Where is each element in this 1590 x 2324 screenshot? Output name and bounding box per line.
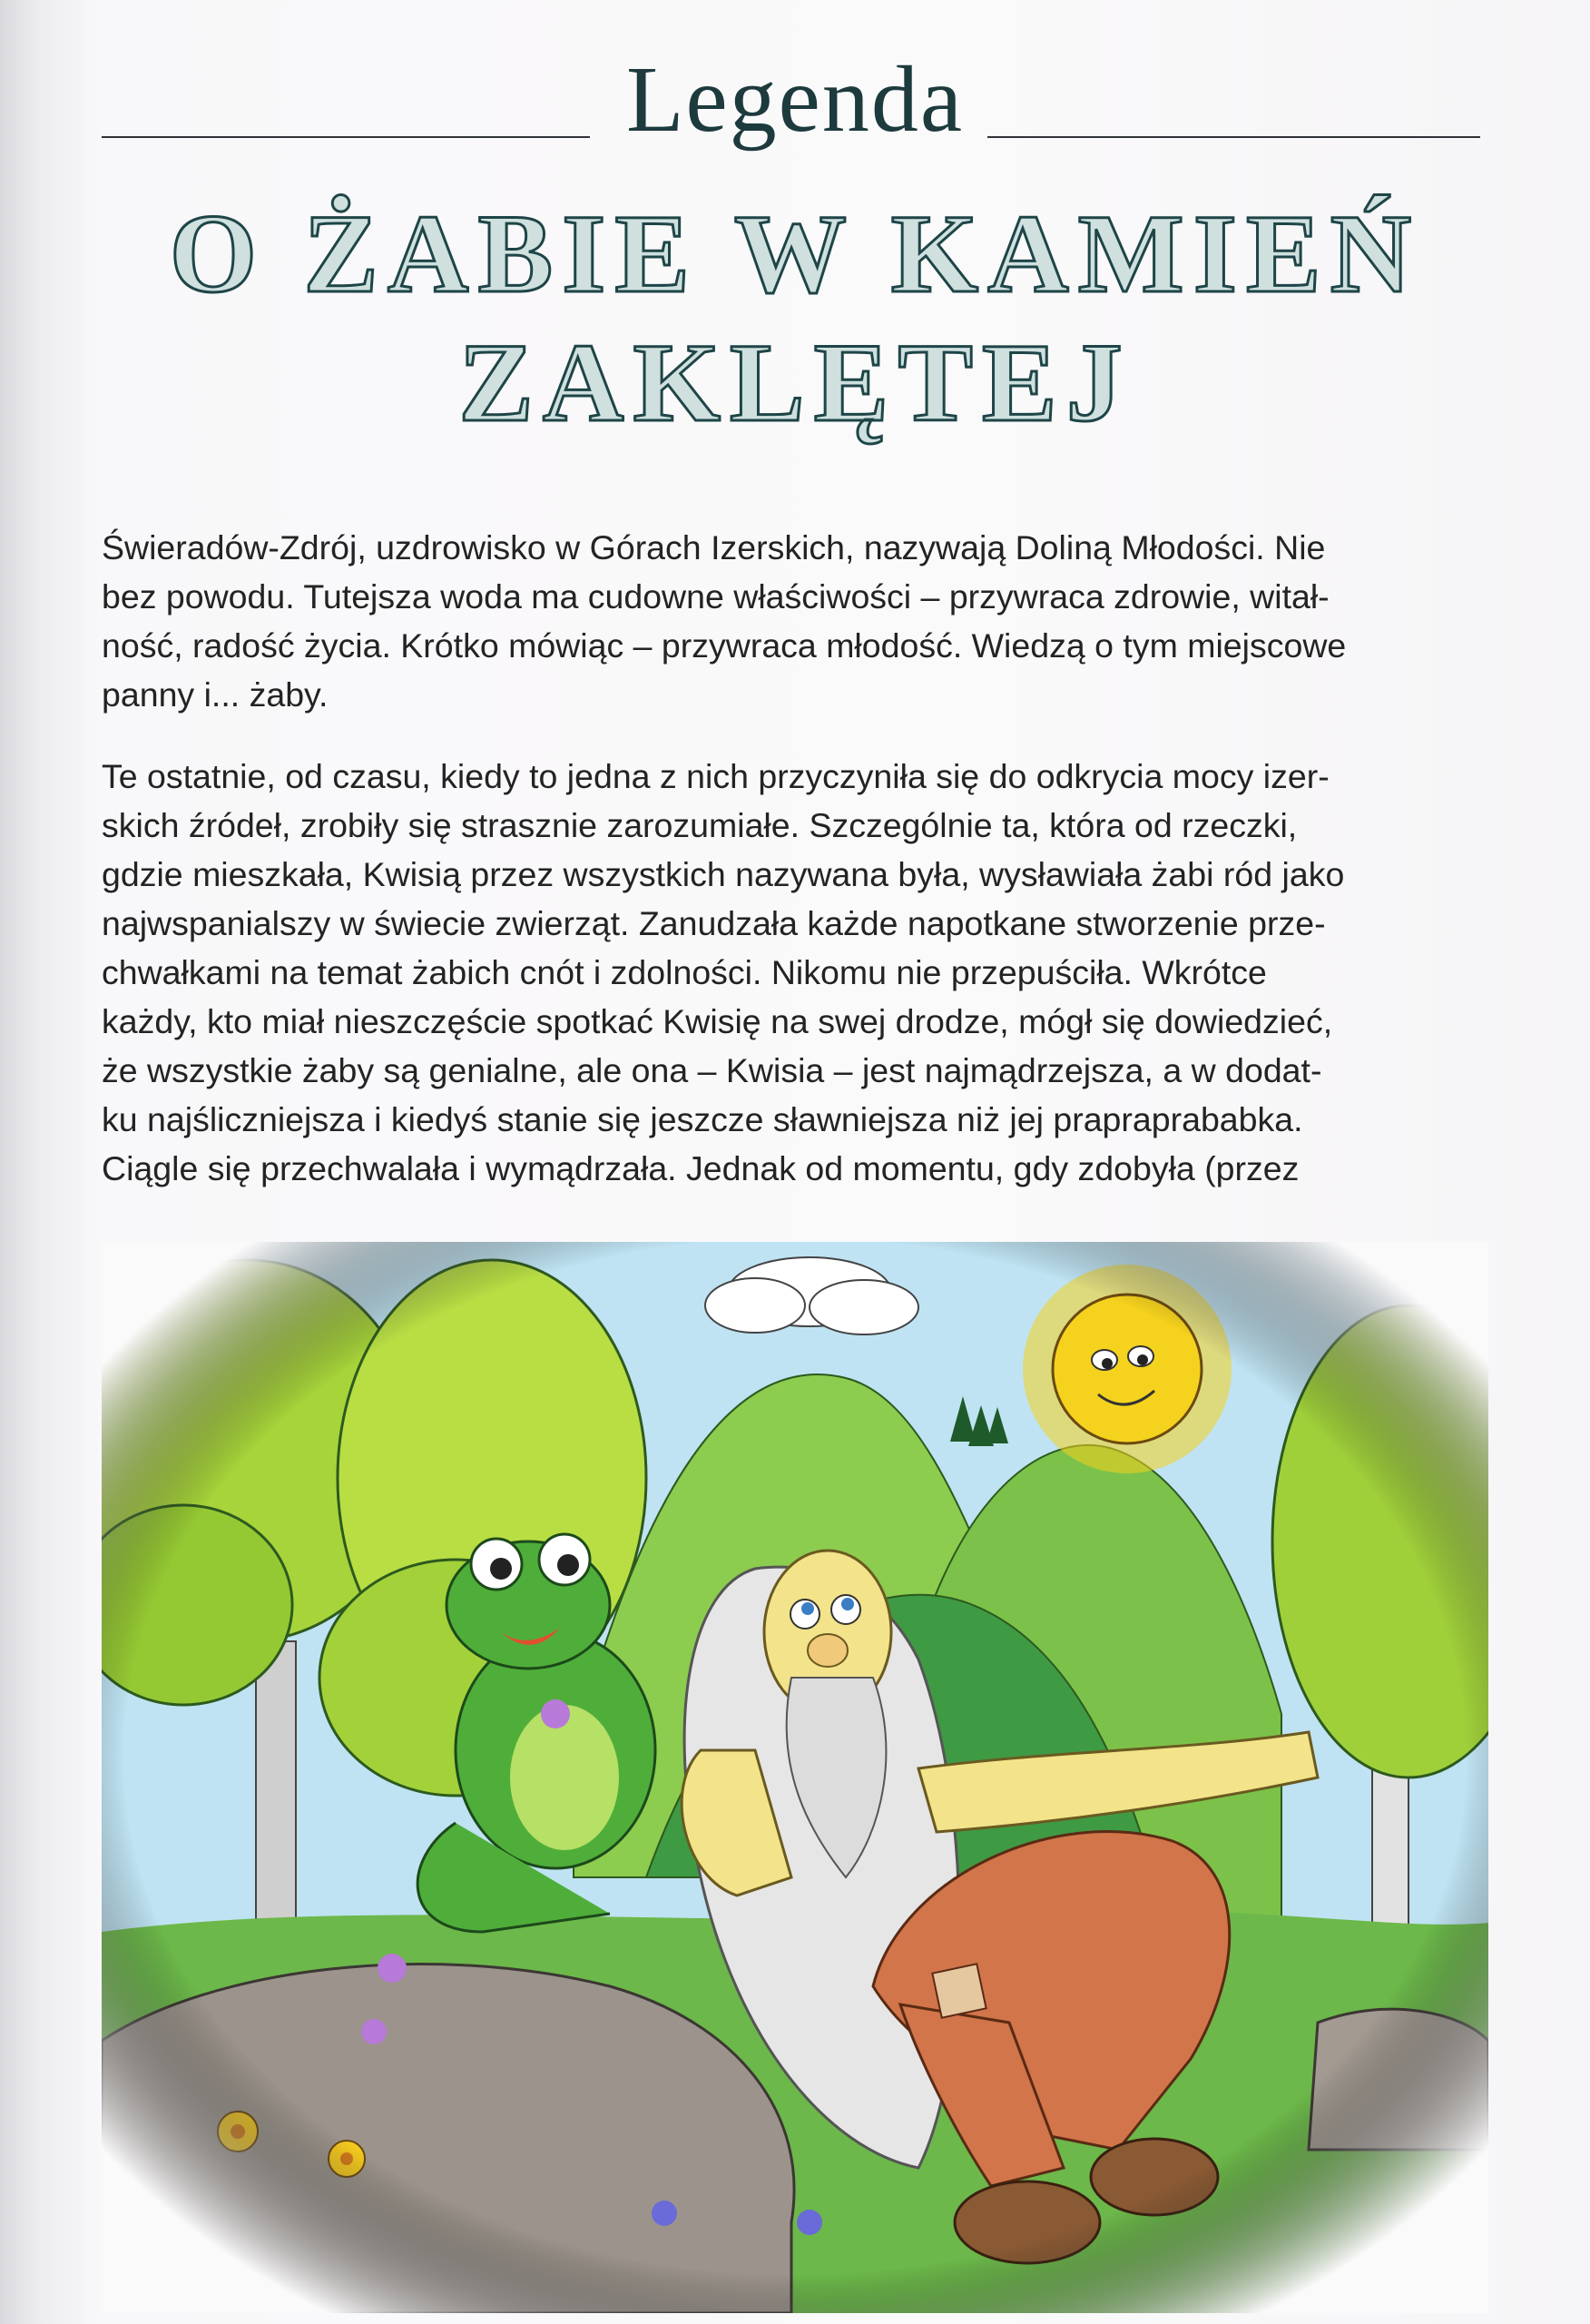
- paragraph-line: najwspanialszy w świecie zwierząt. Zanudzała każde napotkane stworzenie prze-: [102, 904, 1326, 942]
- paragraph-line: ku najśliczniejsza i kiedyś stanie się jeszcze sławniejsza niż jej prapraprababka.: [102, 1100, 1303, 1138]
- paragraph-line: Ciągle się przechwalała i wymądrzała. Jednak od momentu, gdy zdobyła (przez: [102, 1149, 1300, 1187]
- story-illustration: [102, 1242, 1488, 2313]
- paragraph-line: ność, radość życia. Krótko mówiąc – przywraca młodość. Wiedzą o tym miejscowe: [102, 626, 1347, 665]
- paragraph-2: [102, 752, 1481, 1193]
- paragraph-line: chwałkami na temat żabich cnót i zdolności. Nikomu nie przepuściła. Wkrótce: [102, 953, 1267, 991]
- paragraph-line: bez powodu. Tutejsza woda ma cudowne właściwości – przywraca zdrowie, witał-: [102, 577, 1330, 615]
- story-title-line-1: O ŻABIE W KAMIEŃ: [169, 192, 1421, 316]
- story-title-line-2: ZAKLĘTEJ: [458, 320, 1132, 445]
- paragraph-1: [102, 523, 1481, 719]
- paragraph-line: gdzie mieszkała, Kwisią przez wszystkich nazywana była, wysławiała żabi ród jako: [102, 855, 1345, 893]
- paragraph-line: Te ostatnie, od czasu, kiedy to jedna z nich przyczyniła się do odkrycia mocy izer-: [102, 757, 1330, 795]
- legend-kicker: Legenda: [625, 47, 964, 152]
- paragraph-line: że wszystkie żaby są genialne, ale ona – Kwisia – jest najmądrzejsza, a w dodat-: [102, 1051, 1322, 1089]
- paragraph-line: skich źródeł, zrobiły się strasznie zarozumiałe. Szczególnie ta, która od rzeczki,: [102, 806, 1298, 844]
- paragraph-line: Świeradów-Zdrój, uzdrowisko w Górach Izerskich, nazywają Doliną Młodości. Nie: [102, 528, 1326, 566]
- paragraph-line: każdy, kto miał nieszczęście spotkać Kwisię na swej drodze, mógł się dowiedzieć,: [102, 1002, 1333, 1040]
- illustration-edge-fade: [102, 1242, 1488, 2313]
- paragraph-line: panny i... żaby.: [102, 675, 329, 714]
